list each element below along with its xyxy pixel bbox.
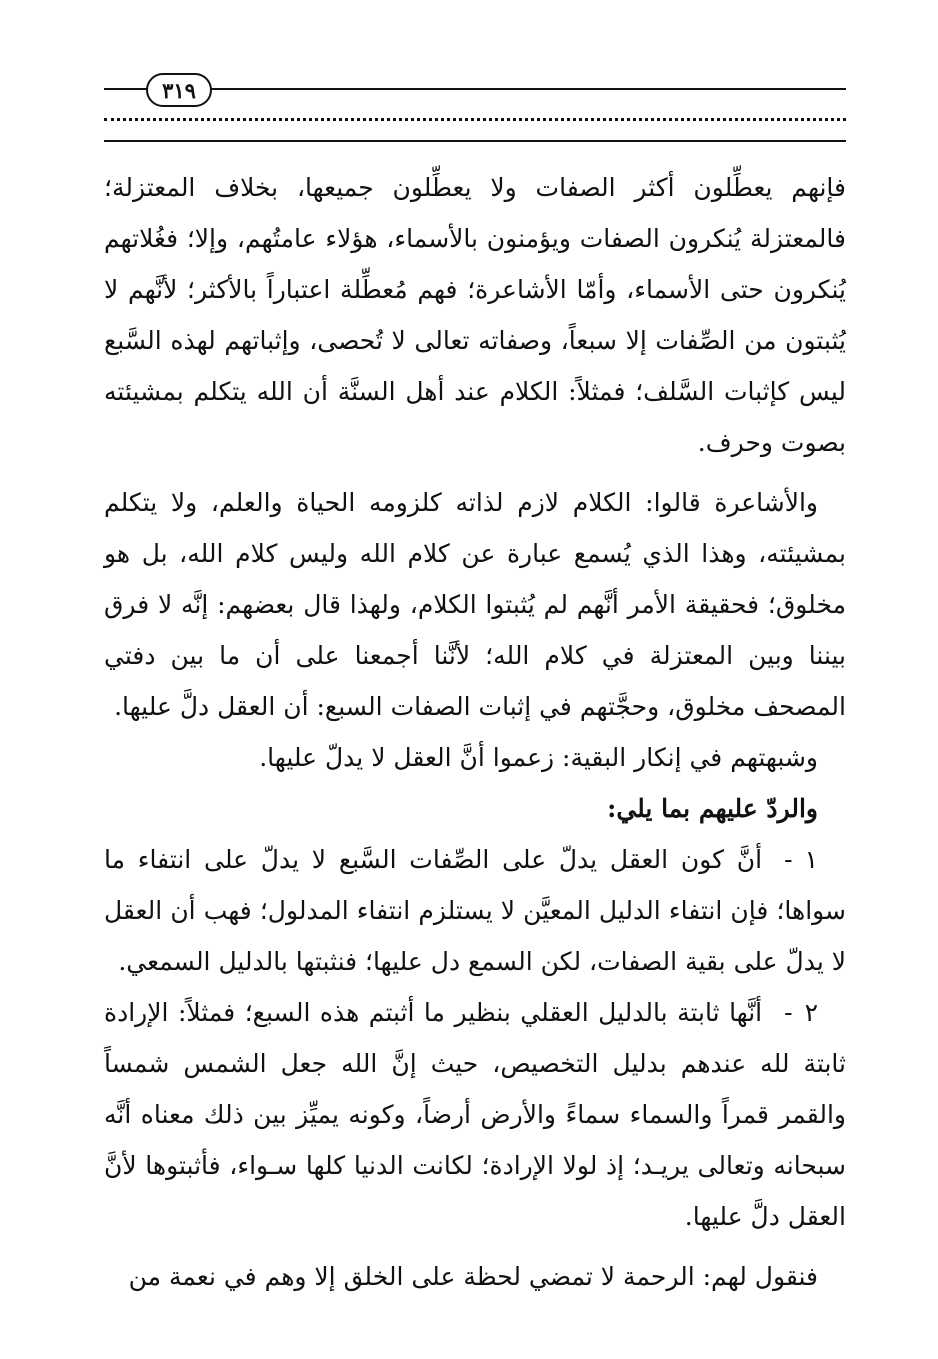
paragraph-3: وشبهتهم في إنكار البقية: زعموا أنَّ العقل لا يدلّ عليها. [259, 743, 818, 772]
paragraph-1: فإنهم يعطِّلون أكثر الصفات ولا يعطِّلون جميعها، بخلاف المعتزلة؛ فالمعتزلة يُنكرون الصفات ويؤمنون بالأسماء، هؤلاء عامتُهم، وإلا؛ فغُلاتهم يُنكرون حتى الأسماء، وأمّا الأشاعرة؛ فهم مُعطِّلة اعتباراً بالأكثر؛ لأنَّهم لا يُثبتون من الصِّفات إلا سبعاً، وصفاته تعالى لا تُحصى، وإثباتهم لهذه السَّبع ليس كإثبات السَّلف؛ فمثلاً: الكلام عند أهل السنَّة أن الله يتكلم بمشيئته بصوت وحرف. [104, 173, 846, 457]
list-item-1 [104, 834, 846, 987]
list-item-2-dash: - [784, 998, 793, 1027]
header-dotted-rule [104, 118, 846, 121]
list-item-1-number: ١ [804, 845, 818, 874]
list-item-2 [104, 987, 846, 1242]
paragraph-2: والأشاعرة قالوا: الكلام لازم لذاته كلزومه الحياة والعلم، ولا يتكلم بمشيئته، وهذا الذي يُسمع عبارة عن كلام الله وليس كلام الله، بل هو مخلوق؛ فحقيقة الأمر أنَّهم لم يُثبتوا الكلام، ولهذا قال بعضهم: إنَّه لا فرق بيننا وبين المعتزلة في كلام الله؛ لأنَّنا أجمعنا على أن ما بين دفتي المصحف مخلوق، وحجَّتهم في إثبات الصفات السبع: أن العقل دلَّ عليها. [104, 488, 846, 721]
page-body [104, 162, 846, 1302]
header-bottom-rule [104, 140, 846, 142]
list-item-2-number: ٢ [804, 998, 818, 1027]
page-header [104, 68, 846, 148]
header-top-rule [104, 88, 846, 90]
page-number: ٣١٩ [146, 73, 212, 107]
list-item-1-text: أنَّ كون العقل يدلّ على الصِّفات السَّبع لا يدلّ على انتفاء ما سواها؛ فإن انتفاء الدليل المعيَّن لا يستلزم انتفاء المدلول؛ فهب أن العقل لا يدلّ على بقية الصفات، لكن السمع دل عليها؛ فنثبتها بالدليل السمعي. [104, 845, 846, 976]
list-item-1-dash: - [784, 845, 793, 874]
list-item-2-text: أنَّها ثابتة بالدليل العقلي بنظير ما أثبتم هذه السبع؛ فمثلاً: الإرادة ثابتة لله عندهم بدليل التخصيص، حيث إنَّ الله جعل الشمس شمساً والقمر قمراً والسماء سماءً والأرض أرضاً، وكونه يميِّز بين ذلك معناه أنَّه سبحانه وتعالى يريـد؛ إذ لولا الإرادة؛ لكانت الدنيا كلها سـواء، فأثبتوها لأنَّ العقل دلَّ عليها. [104, 998, 846, 1231]
section-heading: والردّ عليهم بما يلي: [607, 794, 818, 823]
paragraph-4: فنقول لهم: الرحمة لا تمضي لحظة على الخلق إلا وهم في نعمة من [128, 1262, 818, 1291]
